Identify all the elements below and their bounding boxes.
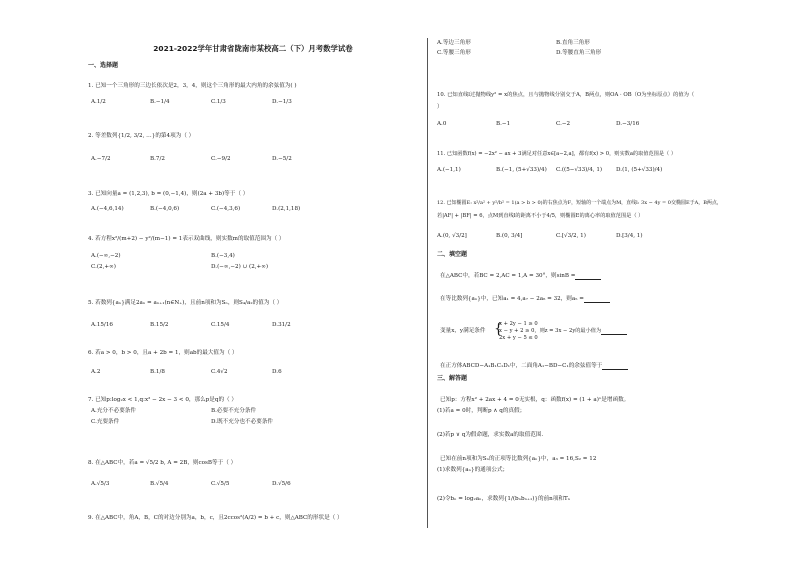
- q9-option-d: D.等腰直角三角形: [556, 50, 602, 56]
- q12-option-c: C.[√3/2, 1): [556, 233, 586, 239]
- question-5-stem: 5. 若数列{aₙ}满足2aₙ = aₙ₊₁(n∈N₊)，且前n项和为Sₙ，则S₄/a₂的值为（ ）: [88, 300, 283, 306]
- question-17-stem: 已知p：方程x² + 2ax + 4 = 0无实根，q：函数f(x) = (1 + a)ˣ是增函数。: [440, 397, 630, 403]
- q7-option-d: D.既不充分也不必要条件: [211, 419, 274, 425]
- q14-answer-blank: [584, 297, 610, 303]
- q15-answer-blank: [601, 329, 627, 335]
- q11-option-b: B.(−1, (5+√33)/4): [496, 167, 547, 173]
- q10-option-b: B.−1: [496, 121, 511, 127]
- q10-option-d: D.−3/16: [616, 121, 640, 127]
- question-11-stem: 11. 已知函数f(x) = −2x² − ax + 3满足对任意x∈[a−2,a]，都有f(x) > 0，则实数a的取值范围是（ ）: [437, 151, 677, 157]
- q12-option-a: A.(0, √3/2]: [437, 233, 467, 239]
- q7-option-c: C.充要条件: [91, 419, 120, 425]
- question-10-stem: 10. 已知直线l过抛物线y² = x的焦点，且与抛物线分别交于A，B两点，则OA · OB（O为坐标原点）的值为（: [437, 92, 695, 98]
- question-7-stem: 7. 已知p:log₂x < 1,q:x² − 2x − 3 < 0，那么p是q的（ ）: [88, 397, 238, 403]
- q6-option-c: C.4√2: [211, 369, 228, 375]
- question-12-stem-cont: 若|AF| + |BF| = 6，点M到直线l的距离不小于4/5，则椭圆E的离心率的取值范围是（ ）: [437, 213, 644, 219]
- q6-option-d: D.6: [272, 369, 282, 375]
- question-16-stem: [440, 363, 628, 370]
- q15-brace: {: [494, 321, 503, 337]
- q8-option-b: B.√5/4: [150, 481, 169, 487]
- q9-option-b: B.直角三角形: [556, 40, 590, 46]
- question-13-text: 在△ABC中，若BC = 2,AC = 1,A = 30°，则sinB =: [440, 273, 576, 279]
- q4-option-a: A.(−∞,−2): [91, 253, 121, 259]
- section-choice-heading: 一、选择题: [88, 62, 119, 69]
- q5-option-a: A.15/16: [91, 322, 113, 328]
- q9-option-a: A.等边三角形: [437, 40, 471, 46]
- question-18-stem: 已知在前n项和为Sₙ的正项等比数列{aₙ}中，a₃ = 16,S₂ = 12: [440, 456, 597, 462]
- question-4-stem: 4. 若方程x²/(m+2) − y²/(m−1) = 1表示双曲线，则实数m的取值范围为（ ）: [88, 236, 285, 242]
- question-9-stem: 9. 在△ABC中，角A，B，C的对边分别为a，b，c，且2ccos²(A/2) = b + c，则△ABC的形状是（ ）: [88, 515, 343, 521]
- q2-option-a: A.−7/2: [91, 156, 111, 162]
- q1-option-a: A.1/2: [91, 99, 106, 105]
- q15-system-line-3: 2x + y − 5 ≤ 0: [499, 335, 538, 341]
- q9-option-c: C.等腰三角形: [437, 50, 471, 56]
- section-answer-heading: 三、解答题: [437, 375, 468, 382]
- question-2-stem: 2. 等差数列{1/2, 3/2, …}的第4项为（ ）: [88, 133, 195, 139]
- q8-option-c: C.√5/5: [211, 481, 230, 487]
- q3-option-c: C.(−4,3,6): [211, 206, 241, 212]
- question-6-stem: 6. 若a > 0，b > 0，且a + 2b = 1，则ab的最大值为（ ）: [88, 350, 238, 356]
- q3-option-a: A.(−4,6,14): [91, 206, 124, 212]
- q1-option-d: D.−1/3: [272, 99, 292, 105]
- q1-option-c: C.1/3: [211, 99, 226, 105]
- q4-option-c: C.(2,+∞): [91, 264, 116, 270]
- question-17-part-2: (2)若p ∨ q为假命题，求实数a的取值范围.: [437, 432, 544, 438]
- q11-option-d: D.(1, (5+√33)/4): [616, 167, 663, 173]
- q11-option-a: A.(−1,1): [437, 167, 461, 173]
- q8-option-d: D.√5/6: [272, 481, 291, 487]
- exam-title: 2021-2022学年甘肃省陇南市某校高二（下）月考数学试卷: [153, 44, 353, 53]
- column-divider: [427, 38, 428, 528]
- question-14-stem: [440, 296, 610, 303]
- q1-option-b: B.−1/4: [150, 99, 170, 105]
- q12-option-b: B.(0, 3/4]: [496, 233, 523, 239]
- q5-option-c: C.15/4: [211, 322, 230, 328]
- q5-option-b: B.15/2: [150, 322, 169, 328]
- q13-answer-blank: [575, 274, 601, 280]
- q16-answer-blank: [602, 364, 628, 370]
- question-12-stem: 12. 已知椭圆E: x²/a² + y²/b² = 1(a > b > 0)的右焦点为F，短轴的一个端点为M，直线l: 3x − 4y = 0交椭圆E于A，B两点，: [437, 200, 722, 206]
- q8-option-a: A.√5/3: [91, 481, 110, 487]
- q7-option-b: B.必要不充分条件: [211, 408, 257, 414]
- q15-system-line-2: x − y + 2 ≥ 0，则z = 3x − 2y的最小值为: [499, 328, 602, 334]
- question-8-stem: 8. 在△ABC中，若a = √5/2 b, A = 2B，则cosB等于（ ）: [88, 460, 237, 466]
- question-10-stem-cont: ）: [437, 104, 443, 110]
- question-16-text: 在正方体ABCD−A₁B₁C₁D₁中，二面角A₁−BD−C₁的余弦值等于: [440, 363, 603, 369]
- q2-option-c: C.−9/2: [211, 156, 231, 162]
- question-15-label: 变量x，y满足条件: [440, 328, 486, 334]
- question-17-part-1: (1)若a = 0时，判断p ∧ q的真假；: [437, 408, 526, 414]
- q7-option-a: A.充分不必要条件: [91, 408, 136, 414]
- q11-option-c: C.((5−√33)/4, 1): [556, 167, 603, 173]
- q5-option-d: D.31/2: [272, 322, 291, 328]
- q12-option-d: D.[3/4, 1): [616, 233, 643, 239]
- q2-option-b: B.7/2: [150, 156, 165, 162]
- q2-option-d: D.−5/2: [272, 156, 292, 162]
- section-fill-heading: 二、填空题: [437, 251, 468, 258]
- q6-option-a: A.2: [91, 369, 101, 375]
- q6-option-b: B.1/8: [150, 369, 165, 375]
- q4-option-b: B.(−3,4): [211, 253, 235, 259]
- q4-option-d: D.(−∞,−2) ∪ (2,+∞): [211, 264, 269, 270]
- question-13-stem: [440, 273, 601, 280]
- question-18-part-1: (1)求数列{aₙ}的通项公式；: [437, 467, 509, 473]
- q3-option-b: B.(−4,0,6): [150, 206, 180, 212]
- q3-option-d: D.(2,1,18): [272, 206, 301, 212]
- question-14-text: 在等比数列{aₙ}中，已知a₁ = 4,a₇ − 2a₆ = 32，则a₅ =: [440, 296, 584, 302]
- question-15-stem: [499, 328, 627, 335]
- question-1-stem: 1. 已知一个三角形的三边长依次是2，3，4，则这个三角形的最大内角的余弦值为( ): [88, 83, 297, 89]
- q10-option-c: C.−2: [556, 121, 571, 127]
- question-3-stem: 3. 已知向量a = (1,2,3), b = (0,−1,4)，则(2a + 3b)等于（ ）: [88, 191, 249, 197]
- q10-option-a: A.0: [437, 121, 447, 127]
- q15-system-line-1: x + 2y − 1 ≥ 0: [499, 321, 538, 327]
- question-18-part-2: (2)令bₙ = log₂aₙ，求数列{1/(bₙbₙ₊₁)}的前n项和Tₙ: [437, 496, 571, 502]
